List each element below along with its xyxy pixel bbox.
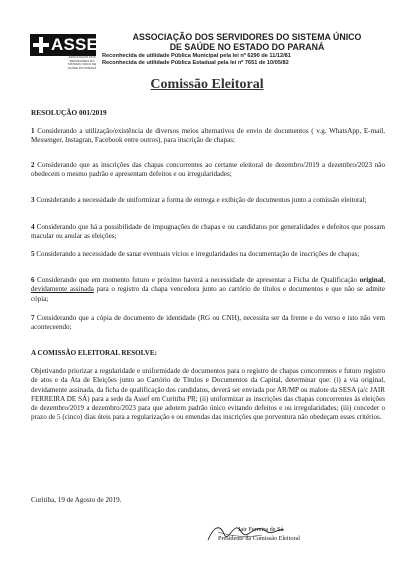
logo-subtext: ASSOCIAÇÃO DOS SERVIDORES DO SISTEMA ÚNICO DE SAÚDE DO PARANÁ xyxy=(67,55,97,70)
logo-text: ASSEF xyxy=(51,35,109,54)
org-name-line2: DE SAÚDE NO ESTADO DO PARANÁ xyxy=(169,42,325,52)
item-4: 4 Considerando que há a possibilidade de impugnações de chapas e ou candidatos por generalidades e defeitos que possam macular ou anular as eleições; xyxy=(31,223,385,241)
item-6: 6 Considerando que em momento futuro e próximo haverá a necessidade de apresentar a Ficha de Qualificação original, devidamente assinada para o registro da chapa vencedora junto ao cartório de títulos e documentos e que não se admite cópia; xyxy=(31,276,386,303)
signer-title: Presidente da Comissão Eleitoral xyxy=(218,535,300,542)
signer-name: Jair Ferreira de Sá xyxy=(238,526,284,533)
date-line: Curitiba, 19 de Agosto de 2019. xyxy=(31,496,122,504)
item-5: 5 Considerando a necessidade de sanar eventuais vícios e irregularidades na documentação de inscrições de chapas; xyxy=(31,250,360,258)
item-1: 1 Considerando a utilização/existência de diversos meios alternativos de envio de documentos ( v.g. WhatsApp, E-mail, Messenger, Instagran, Facebook entre outros), para inscrição de chapas; xyxy=(31,127,385,145)
utility-line2: Reconhecida de utilidade Pública Estadual pela lei nº 7651 de 10/05/82 xyxy=(102,60,289,66)
org-name-line1: ASSOCIAÇÃO DOS SERVIDORES DO SISTEMA ÚNICO xyxy=(132,32,362,42)
letterhead xyxy=(102,32,392,67)
assef-logo xyxy=(30,34,109,70)
item-2: 2 Considerando que as inscrições das chapas concorrentes ao certame eleitoral de dezembro/2019 a dezembro/2023 não obedecem o mesmo padrão e apresentam defeitos e ou irregularidades; xyxy=(31,161,385,179)
utility-line1: Reconhecida de utilidade Pública Municipal pela lei nº 6290 de 11/12/81 xyxy=(102,53,291,59)
resolve-heading: A COMISSÃO ELEITORAL RESOLVE: xyxy=(31,349,157,357)
cross-icon xyxy=(32,36,50,54)
resolve-text: Objetivando priorizar a regularidade e uniformidade de documentos para o registro de chapas concorrentes e futuro registro de atos e da Ata de Eleições junto ao Cartório de Títulos e Documentos da Capital, determinar que: (i) a via original, devidamente assinada, da ficha de qualificação dos candidatos, deverá ser enviada por AR/MP ou malote da SESA (a/c JAIR FERREIRA DE SÁ) para a sede da Assef em Curitiba PR; (ii) uniformizar as inscrições das chapas concorrentes às eleições de dezembro/2019 a dezembro/2023 para que adotem padrão único evitando defeitos e ou irregularidades; (iii) conceder o prazo de 5 (cinco) dias úteis para a regularização e ou emendas das inscrições que porventura não obedeçam esses critérios. xyxy=(31,367,385,422)
item-3: 3 Considerando a necessidade de uniformizar a forma de entrega e exibição de documentos junto a comissão eleitoral; xyxy=(31,196,367,204)
resolution-number: RESOLUÇÃO 001/2019 xyxy=(31,108,107,117)
document-title: Comissão Eleitoral xyxy=(150,77,264,92)
item-7: 7 Considerando que a cópia de documento de identidade (RG ou CNH), necessita ser da frente e do verso e isto não vem aconteceendo; xyxy=(31,314,385,332)
